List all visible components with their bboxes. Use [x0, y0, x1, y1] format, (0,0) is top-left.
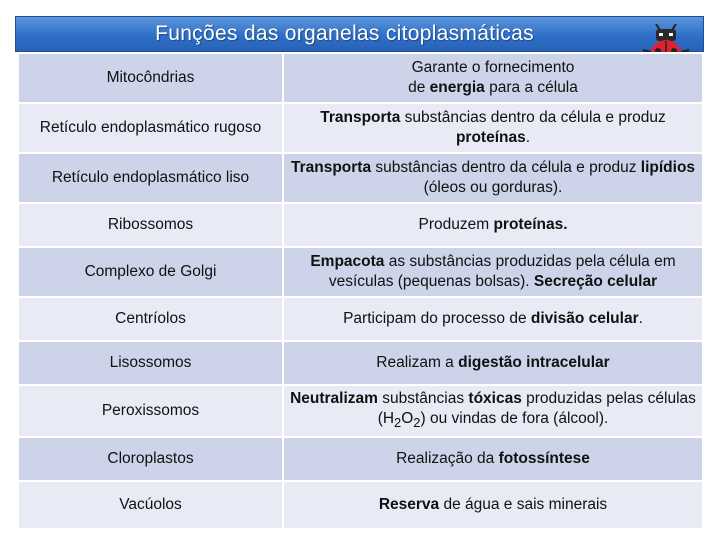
table-row — [18, 53, 703, 103]
organelle-function: Transporta substâncias dentro da célula e produz proteínas. — [283, 103, 703, 153]
organelle-function: Reserva de água e sais minerais — [283, 481, 703, 529]
organelle-function: Garante o fornecimento de energia para a célula — [283, 53, 703, 103]
organelle-name: Cloroplastos — [18, 437, 283, 481]
organelle-table — [17, 52, 704, 530]
organelle-name: Vacúolos — [18, 481, 283, 529]
table-row — [18, 297, 703, 341]
organelle-name: Mitocôndrias — [18, 53, 283, 103]
organelle-function: Neutralizam substâncias tóxicas produzidas pelas células $(H_2O_2)$ ou vindas de fora (álcool). — [283, 385, 703, 437]
organelle-name: Retículo endoplasmático rugoso — [18, 103, 283, 153]
organelle-function: Produzem proteínas. — [283, 203, 703, 247]
organelle-name: Ribossomos — [18, 203, 283, 247]
organelle-name: Complexo de Golgi — [18, 247, 283, 297]
title-bar — [15, 16, 704, 52]
table-row — [18, 247, 703, 297]
table-row — [18, 385, 703, 437]
table-row — [18, 481, 703, 529]
organelle-name: Peroxissomos — [18, 385, 283, 437]
table-row — [18, 103, 703, 153]
organelle-function: Participam do processo de divisão celular. — [283, 297, 703, 341]
organelle-function: Empacota as substâncias produzidas pela célula em vesículas (pequenas bolsas). Secreção celular — [283, 247, 703, 297]
table-row — [18, 341, 703, 385]
table-row — [18, 437, 703, 481]
page-title: Funções das organelas citoplasmáticas — [155, 22, 534, 45]
organelle-function: Realizam a digestão intracelular — [283, 341, 703, 385]
organelle-name: Centríolos — [18, 297, 283, 341]
organelle-name: Lisossomos — [18, 341, 283, 385]
organelle-function: Realização da fotossíntese — [283, 437, 703, 481]
table-row — [18, 203, 703, 247]
organelle-function: Transporta substâncias dentro da célula e produz lipídios (óleos ou gorduras). — [283, 153, 703, 203]
organelle-name: Retículo endoplasmático liso — [18, 153, 283, 203]
table-row — [18, 153, 703, 203]
